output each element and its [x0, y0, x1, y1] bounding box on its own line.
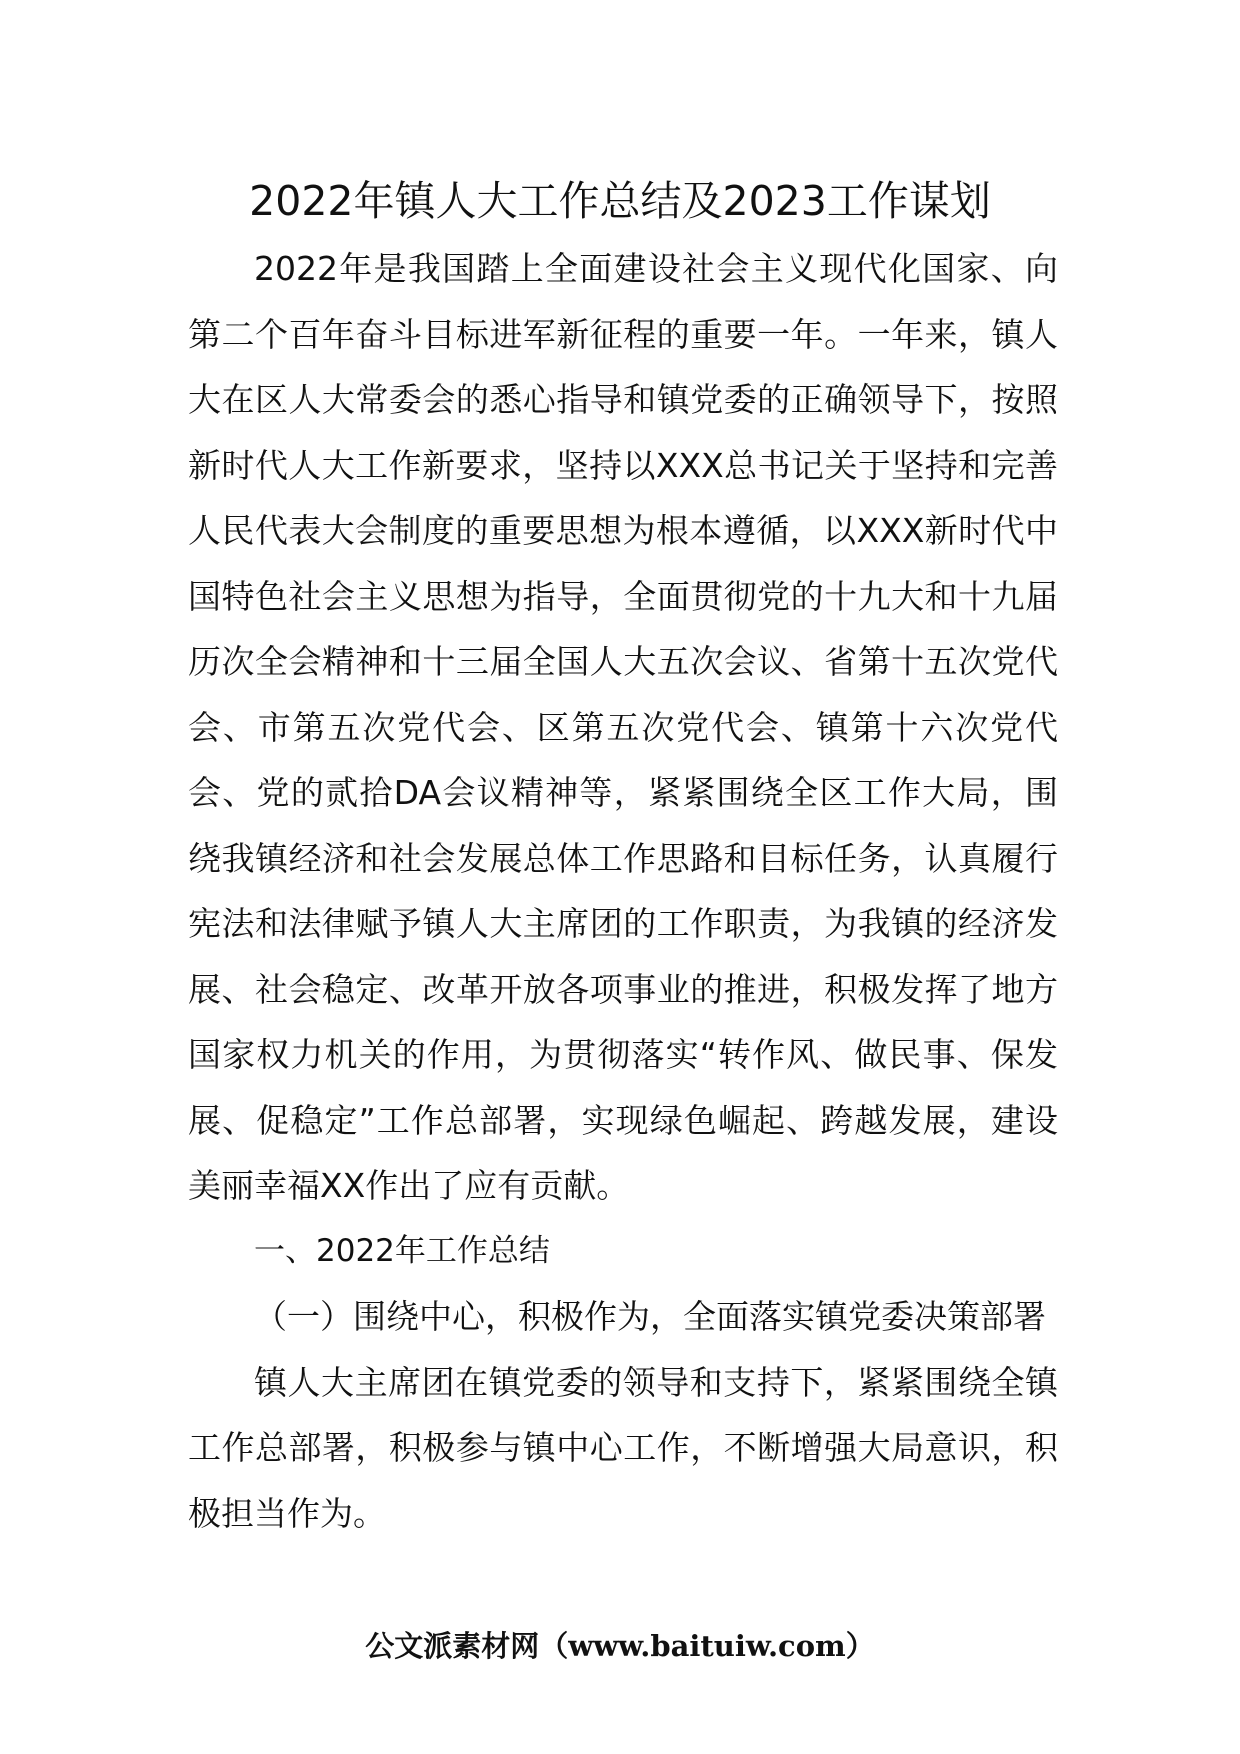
subsection-paragraph: 镇人大主席团在镇党委的领导和支持下，紧紧围绕全镇工作总部署，积极参与镇中心工作，不断增强大局意识，积极担当作为。 — [188, 1362, 1058, 1533]
section-heading: 一、2022年工作总结 — [254, 1232, 550, 1269]
intro-paragraph: 2022年是我国踏上全面建设社会主义现代化国家、向第二个百年奋斗目标进军新征程的重要一年。一年来，镇人大在区人大常委会的悉心指导和镇党委的正确领导下，按照新时代人大工作新要求，坚持以XXX总书记关于坚持和完善人民代表大会制度的重要思想为根本遵循，以XXX新时代中国特色社会主义思想为指导，全面贯彻党的十九大和十九届历次全会精神和十三届全国人大五次会议、省第十五次党代会、市第五次党代会、区第五次党代会、镇第十六次党代会、党的贰拾DA会议精神等，紧紧围绕全区工作大局，围绕我镇经济和社会发展总体工作思路和目标任务，认真履行宪法和法律赋予镇人大主席团的工作职责，为我镇的经济发展、社会稳定、改革开放各项事业的推进，积极发挥了地方国家权力机关的作用，为贯彻落实“转作风、做民事、保发展、促稳定”工作总部署，实现绿色崛起、跨越发展，建设美丽幸福XX作出了应有贡献。 — [188, 249, 1058, 1205]
subsection-heading: （一）围绕中心，积极作为，全面落实镇党委决策部署 — [254, 1297, 1046, 1336]
document-body — [188, 236, 1058, 1546]
footer-watermark: 公文派素材网（www.baituiw.com） — [365, 1629, 875, 1663]
document-title: 2022年镇人大工作总结及2023工作谋划 — [249, 177, 991, 225]
